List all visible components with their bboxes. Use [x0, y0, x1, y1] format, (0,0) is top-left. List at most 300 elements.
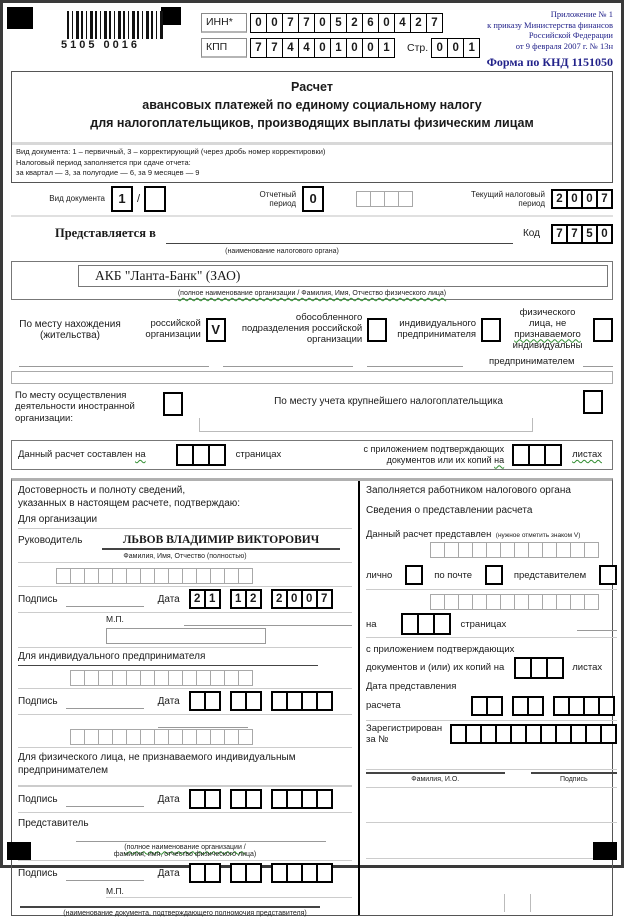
blank-line: [158, 715, 248, 728]
digit-cell[interactable]: 0: [346, 38, 363, 58]
form-title-line2: авансовых платежей по единому социальному налогу: [142, 98, 482, 113]
empty-cell[interactable]: [584, 542, 599, 558]
compiled-on-label: [18, 449, 146, 460]
note-line: Вид документа: 1 – первичный, 3 – корректирующий (через дробь номер корректировки): [16, 147, 326, 157]
digit-cell[interactable]: 7: [566, 224, 583, 244]
date-label: Дата: [157, 867, 180, 879]
for-individual-line2: предпринимателем: [18, 764, 109, 776]
presented-label: [366, 524, 617, 540]
office-blank-rows: [366, 783, 617, 912]
blank-split-row: [366, 894, 617, 912]
digit-cell[interactable]: 1: [378, 38, 395, 58]
blank-line: [19, 354, 209, 367]
empty-cell[interactable]: [196, 729, 211, 745]
empty-cell[interactable]: [584, 594, 599, 610]
stamp-area[interactable]: [106, 628, 266, 644]
appendix-line: к приказу Министерства финансов: [487, 19, 613, 30]
head-name-field[interactable]: ЛЬВОВ ВЛАДИМИР ВИКТОРОВИЧ: [102, 531, 340, 550]
sheets-count-boxes: [512, 444, 562, 466]
empty-cell[interactable]: [140, 670, 155, 686]
date-label: Дата: [157, 593, 180, 605]
date-month-boxes: [512, 696, 544, 716]
blank-line: [223, 354, 353, 367]
for-entrepreneur-label: Для индивидуального предпринимателя: [18, 650, 318, 666]
appendix-line: Российской Федерации: [528, 30, 613, 41]
empty-cell[interactable]: [196, 670, 211, 686]
tax-authority-caption: (наименование налогового органа): [225, 247, 339, 255]
title-box: [11, 71, 613, 183]
office-header: Заполняется работником налогового органа: [366, 484, 571, 496]
empty-cell[interactable]: [542, 594, 557, 610]
date-month-boxes: [230, 691, 262, 711]
empty-cell[interactable]: [316, 789, 333, 809]
doc-type-value-box[interactable]: 1: [111, 186, 133, 212]
authority-doc-caption: (наименование документа, подтверждающего полномочия представителя): [63, 909, 307, 917]
digit-cell[interactable]: 0: [596, 224, 613, 244]
empty-cell[interactable]: [210, 670, 225, 686]
by-representative-label: представителем: [513, 569, 587, 581]
date-day-boxes: [189, 863, 221, 883]
empty-cell[interactable]: [140, 568, 155, 584]
option-russian-org-checkbox[interactable]: V: [206, 318, 226, 342]
empty-cell[interactable]: [570, 594, 585, 610]
empty-cell[interactable]: [356, 191, 371, 207]
option-individual-line4: предпринимателем: [489, 355, 575, 367]
empty-cell[interactable]: [154, 568, 169, 584]
empty-cell[interactable]: [500, 594, 515, 610]
digit-cell[interactable]: 2: [189, 589, 206, 609]
location2-row: [11, 390, 613, 432]
sign-label: Подпись: [18, 695, 58, 707]
registration-number-boxes: [450, 724, 617, 744]
registered-row: [366, 720, 617, 748]
digit-cell[interactable]: 0: [301, 589, 318, 609]
empty-cell[interactable]: [433, 613, 451, 635]
blank-line: [583, 354, 613, 367]
submission-info-label: Сведения о представлении расчета: [366, 504, 533, 516]
pages-count-boxes: [176, 444, 226, 466]
presented-text: Данный расчет представлен: [366, 528, 492, 540]
empty-cell[interactable]: [370, 191, 385, 207]
digit-cell[interactable]: 7: [282, 13, 299, 33]
empty-cell[interactable]: [112, 670, 127, 686]
empty-cell[interactable]: [556, 542, 571, 558]
tax-period-boxes: [551, 189, 613, 209]
doc-type-correction-box[interactable]: [144, 186, 166, 212]
attachments-line1: с приложением подтверждающих: [363, 444, 505, 455]
empty-cell[interactable]: [204, 789, 221, 809]
blank-line: [20, 898, 320, 908]
empty-cell[interactable]: [238, 568, 253, 584]
signature-field[interactable]: [66, 865, 144, 881]
empty-cell[interactable]: [556, 594, 571, 610]
digit-cell[interactable]: 4: [298, 38, 315, 58]
digit-cell[interactable]: 2: [271, 589, 288, 609]
empty-cell[interactable]: [84, 568, 99, 584]
empty-cell[interactable]: [196, 568, 211, 584]
pages-word: страницах: [460, 618, 507, 630]
empty-cell[interactable]: [210, 568, 225, 584]
empty-cell[interactable]: [224, 568, 239, 584]
tax-office-column: [360, 481, 623, 915]
digit-cell[interactable]: 0: [378, 13, 395, 33]
fio-caption: Фамилия, Имя, Отчество (полностью): [18, 553, 352, 563]
appendix-line: Приложение № 1: [550, 9, 613, 19]
digit-cell[interactable]: 2: [551, 189, 568, 209]
form-code: Форма по КНД 1151050: [486, 54, 613, 69]
date-month-boxes: [230, 863, 262, 883]
reserved-cells: [430, 594, 617, 610]
empty-cell[interactable]: [430, 542, 445, 558]
registered-label: Зарегистрирован за №: [366, 723, 443, 746]
representative-caption2: фамилия, имя, отчество физического лица): [113, 850, 257, 858]
office-attachments-block: [366, 644, 617, 681]
empty-cell[interactable]: [98, 670, 113, 686]
registration-mark-bottom-left: [7, 842, 31, 860]
option-entrepreneur-label: индивидуального предпринимателя: [397, 317, 477, 340]
organization-name-field[interactable]: АКБ "Ланта-Банк" (ЗАО): [78, 265, 608, 287]
note-line: Налоговый период заполняется при сдаче отчета:: [16, 157, 191, 167]
empty-cell[interactable]: [245, 789, 262, 809]
largest-taxpayer-checkbox[interactable]: [583, 390, 603, 414]
empty-cell[interactable]: [208, 444, 226, 466]
date-day-boxes: [189, 691, 221, 711]
date-year-boxes: [271, 863, 333, 883]
compiled-on-text: Данный расчет составлен: [18, 449, 133, 461]
location-options-row: [11, 308, 613, 352]
date-month-boxes: [230, 589, 262, 609]
code-boxes: [551, 224, 613, 244]
attach-line1: с приложением подтверждающих: [366, 643, 515, 655]
empty-cell[interactable]: [316, 691, 333, 711]
digit-cell[interactable]: 7: [426, 13, 443, 33]
empty-cell[interactable]: [238, 670, 253, 686]
empty-cell[interactable]: [430, 594, 445, 610]
submission-date-block: [366, 681, 617, 720]
form-header: [11, 9, 613, 67]
empty-cell[interactable]: [528, 594, 543, 610]
reserved-cells: [430, 542, 617, 558]
digit-cell[interactable]: 7: [551, 224, 568, 244]
empty-cell[interactable]: [514, 594, 529, 610]
representative-caption1: (полное наименование организации /: [124, 843, 246, 851]
empty-cell[interactable]: [486, 542, 501, 558]
empty-cell[interactable]: [224, 670, 239, 686]
empty-cell[interactable]: [245, 863, 262, 883]
note-line: за квартал — 3, за полугодие — 6, за 9 месяцев — 9: [16, 168, 200, 178]
empty-cell[interactable]: [70, 670, 85, 686]
empty-cell[interactable]: [544, 444, 562, 466]
representative-name-field[interactable]: [76, 830, 326, 842]
empty-cell[interactable]: [204, 691, 221, 711]
confirm-line2: указанных в настоящем расчете, подтверждаю:: [18, 497, 241, 509]
reserved-cells: [70, 729, 352, 745]
registration-mark-bottom-right: [593, 842, 617, 860]
empty-cell[interactable]: [486, 696, 503, 716]
digit-cell[interactable]: 7: [266, 38, 283, 58]
digit-cell[interactable]: 7: [316, 589, 333, 609]
empty-cell[interactable]: [154, 729, 169, 745]
digit-cell[interactable]: 0: [362, 38, 379, 58]
submitted-to-row: [11, 221, 613, 247]
blank-row[interactable]: [11, 371, 613, 384]
blank-line: [199, 418, 533, 432]
empty-cell[interactable]: [458, 542, 473, 558]
empty-cell[interactable]: [514, 542, 529, 558]
empty-cell[interactable]: [398, 191, 413, 207]
digit-cell[interactable]: 0: [314, 38, 331, 58]
doc-type-label: Вид документа: [49, 194, 105, 204]
for-individual-line1: Для физического лица, не признаваемого индивидуальным: [18, 751, 296, 763]
option-subdivision-checkbox[interactable]: [367, 318, 387, 342]
mp-label: М.П.: [106, 886, 352, 898]
digit-cell[interactable]: 4: [394, 13, 411, 33]
barcode-bars-icon: [67, 11, 163, 39]
sheets-word: листах: [572, 449, 602, 461]
digit-cell[interactable]: 0: [266, 13, 283, 33]
date-year-boxes: [271, 789, 333, 809]
appendix-reference: [487, 9, 613, 70]
empty-cell[interactable]: [168, 670, 183, 686]
option-individual-line1: физического лица, не: [519, 306, 576, 329]
signature-section: [11, 478, 613, 916]
date-day-boxes: [471, 696, 503, 716]
form-title-line1: Расчет: [291, 80, 333, 94]
empty-cell[interactable]: [458, 594, 473, 610]
digit-cell[interactable]: 6: [362, 13, 379, 33]
empty-cell[interactable]: [224, 729, 239, 745]
pages-word: страницах: [235, 449, 282, 461]
reserved-cells: [56, 568, 352, 584]
title-notes: [12, 142, 612, 182]
signature-field[interactable]: [66, 591, 144, 607]
digit-cell[interactable]: 1: [204, 589, 221, 609]
reserved-cells: [356, 191, 413, 207]
empty-cell[interactable]: [600, 724, 617, 744]
digit-cell[interactable]: 0: [250, 13, 267, 33]
digit-cell[interactable]: 0: [566, 189, 583, 209]
date-year-boxes: [553, 696, 615, 716]
digit-cell[interactable]: 2: [346, 13, 363, 33]
empty-cell[interactable]: [528, 542, 543, 558]
na-label: на: [366, 618, 377, 630]
empty-cell[interactable]: [84, 729, 99, 745]
blank-line: [577, 618, 617, 631]
kpp-digit-boxes: [250, 38, 395, 58]
barcode: [11, 9, 201, 65]
form-title-line3: для налогоплательщиков, производящих выплаты физическим лицам: [90, 116, 534, 131]
digit-cell[interactable]: 1: [330, 38, 347, 58]
empty-cell[interactable]: [126, 568, 141, 584]
submission-date-line1: Дата представления: [366, 680, 457, 692]
digit-cell[interactable]: 7: [596, 189, 613, 209]
blank-line: [366, 858, 617, 859]
digit-cell[interactable]: 2: [410, 13, 427, 33]
empty-cell[interactable]: [238, 729, 253, 745]
taxpayer-column: [12, 481, 360, 915]
rep-sign-row: [18, 860, 352, 886]
empty-cell[interactable]: [527, 696, 544, 716]
largest-taxpayer-label: По месту учета крупнейшего налогоплательщика: [274, 396, 503, 408]
empty-cell[interactable]: [56, 568, 71, 584]
office-sign-captions: [366, 772, 617, 783]
empty-cell[interactable]: [204, 863, 221, 883]
empty-cell[interactable]: [140, 729, 155, 745]
digit-cell[interactable]: 0: [286, 589, 303, 609]
blank-line: [184, 613, 352, 626]
page-number-label: Стр.: [407, 41, 429, 54]
empty-cell[interactable]: [245, 691, 262, 711]
in-person-checkbox[interactable]: [405, 565, 423, 585]
empty-cell[interactable]: [384, 191, 399, 207]
empty-cell[interactable]: [570, 542, 585, 558]
office-pages-row: [366, 612, 617, 638]
digit-cell[interactable]: 7: [298, 13, 315, 33]
digit-cell[interactable]: 2: [245, 589, 262, 609]
foreign-org-label: По месту осуществления деятельности иностранной организации:: [15, 389, 135, 425]
option-subdivision-label: обособленного подразделения российской организации: [241, 312, 363, 346]
empty-cell[interactable]: [126, 670, 141, 686]
pages-count-row: [11, 440, 613, 470]
empty-cell[interactable]: [316, 863, 333, 883]
appendix-line: от 9 февраля 2007 г. № 13н: [515, 40, 613, 51]
reserved-cells: [70, 670, 352, 686]
empty-cell[interactable]: [70, 729, 85, 745]
barcode-number: 5105 0016: [61, 39, 140, 51]
empty-cell[interactable]: [154, 670, 169, 686]
blank-line: [366, 787, 617, 788]
date-month-boxes: [230, 789, 262, 809]
date-year-boxes: [271, 589, 333, 609]
empty-cell[interactable]: [182, 670, 197, 686]
date-year-boxes: [271, 691, 333, 711]
office-sheets-boxes: [514, 657, 564, 679]
inn-label: ИНН*: [201, 13, 247, 33]
compiled-on-na: на: [135, 449, 146, 461]
empty-cell[interactable]: [182, 729, 197, 745]
empty-cell[interactable]: [210, 729, 225, 745]
mp-label: М.П.: [106, 614, 124, 625]
empty-cell[interactable]: [98, 568, 113, 584]
empty-cell[interactable]: [70, 568, 85, 584]
option-individual-checkbox[interactable]: [593, 318, 613, 342]
sign-label: Подпись: [18, 867, 58, 879]
empty-cell[interactable]: [472, 542, 487, 558]
signature-field[interactable]: [66, 693, 144, 709]
digit-cell[interactable]: 7: [250, 38, 267, 58]
confirm-line1: Достоверность и полноту сведений,: [18, 484, 186, 496]
sheets-word: листах: [572, 662, 603, 674]
empty-cell[interactable]: [126, 729, 141, 745]
sign-label: Подпись: [18, 793, 58, 805]
tax-period-label: Текущий налоговый период: [471, 189, 545, 208]
for-organization-label: Для организации: [18, 513, 98, 525]
submitted-to-label: Представляется в: [55, 226, 156, 241]
attachments-label: [354, 444, 504, 465]
in-person-label: лично: [366, 569, 393, 581]
empty-cell[interactable]: [444, 542, 459, 558]
digit-cell[interactable]: 1: [463, 38, 480, 58]
empty-cell[interactable]: [112, 729, 127, 745]
option-individual-line2: признаваемого: [514, 328, 581, 340]
empty-cell[interactable]: [168, 568, 183, 584]
option-russian-org-label: российской организации: [145, 317, 201, 340]
document-type-row: [11, 183, 613, 217]
office-pages-boxes: [401, 613, 451, 635]
organization-block: [11, 261, 613, 300]
digit-cell[interactable]: 5: [581, 224, 598, 244]
by-mail-label: по почте: [434, 569, 472, 581]
location-label: По месту нахождения (жительства): [19, 318, 121, 341]
option-entrepreneur-checkbox[interactable]: [481, 318, 501, 342]
empty-cell[interactable]: [500, 542, 515, 558]
delivery-method-row: [366, 562, 617, 590]
empty-cell[interactable]: [182, 568, 197, 584]
option-individual-label: [507, 308, 588, 352]
empty-cell[interactable]: [598, 696, 615, 716]
digit-cell[interactable]: 5: [330, 13, 347, 33]
head-label: Руководитель: [18, 535, 83, 547]
by-representative-checkbox[interactable]: [599, 565, 617, 585]
date-label: Дата: [157, 695, 180, 707]
date-day-boxes: [189, 589, 221, 609]
location-sub-row: [11, 352, 613, 367]
digit-cell[interactable]: 0: [447, 38, 464, 58]
empty-cell[interactable]: [168, 729, 183, 745]
digit-cell[interactable]: 0: [431, 38, 448, 58]
office-fio-caption: Фамилия, И.О.: [366, 772, 505, 783]
digit-cell[interactable]: 0: [314, 13, 331, 33]
office-sign-caption: Подпись: [531, 772, 618, 783]
date-label: Дата: [157, 793, 180, 805]
attach-line2: документов и (или) их копий на: [366, 662, 505, 674]
empty-cell[interactable]: [472, 594, 487, 610]
empty-cell[interactable]: [542, 542, 557, 558]
presented-note: (нужное отметить знаком V): [495, 531, 581, 539]
digit-cell[interactable]: 1: [230, 589, 247, 609]
digit-cell[interactable]: 4: [282, 38, 299, 58]
code-label: Код: [522, 228, 540, 240]
representative-label: Представитель: [18, 812, 352, 830]
submission-date-line2: расчета: [366, 700, 401, 712]
attachments-line2: документов или их копий на: [386, 454, 505, 465]
ip-sign-row: [18, 688, 352, 714]
empty-cell[interactable]: [444, 594, 459, 610]
fl-sign-row: [18, 786, 352, 812]
tax-authority-name-field[interactable]: [166, 224, 513, 244]
report-period-box[interactable]: 0: [302, 186, 324, 212]
option-individual-line3: индивидуальны: [512, 339, 583, 351]
empty-cell[interactable]: [84, 670, 99, 686]
by-mail-checkbox[interactable]: [485, 565, 503, 585]
organization-caption: (полное наименование организации / Фамилия, Имя, Отчество физического лица): [177, 289, 447, 297]
date-day-boxes: [189, 789, 221, 809]
inn-digit-boxes: [250, 13, 443, 33]
inn-kpp-block: [201, 11, 480, 61]
foreign-org-checkbox[interactable]: [163, 392, 183, 416]
signature-field[interactable]: [66, 791, 144, 807]
empty-cell[interactable]: [112, 568, 127, 584]
empty-cell[interactable]: [486, 594, 501, 610]
kpp-label: КПП: [201, 38, 247, 58]
blank-line: [367, 354, 463, 367]
empty-cell[interactable]: [98, 729, 113, 745]
empty-cell[interactable]: [546, 657, 564, 679]
digit-cell[interactable]: 0: [581, 189, 598, 209]
slash-separator: /: [137, 192, 141, 205]
org-sign-row: [18, 586, 352, 612]
page-number-boxes: [431, 38, 480, 58]
